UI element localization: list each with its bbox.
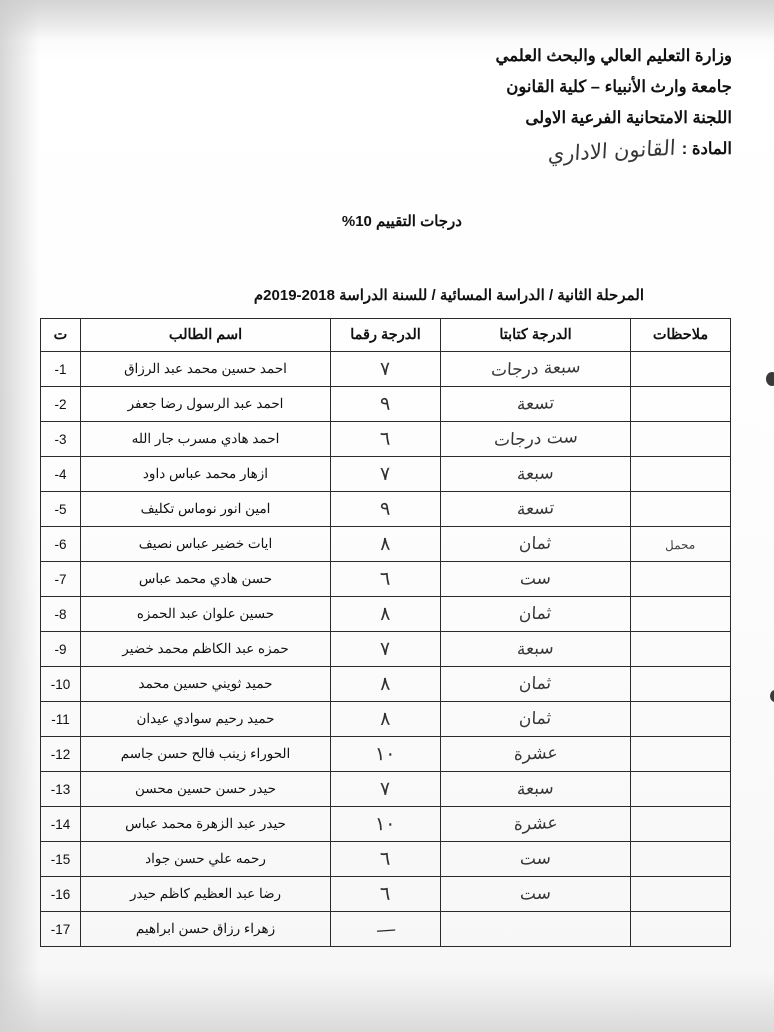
cell-student-name: حميد ثويني حسين محمد — [81, 667, 331, 702]
handwritten-grade-number: ٨ — [380, 707, 391, 731]
cell-student-name: حيدر حسن حسين محسن — [81, 772, 331, 807]
handwritten-grade-words: ست — [519, 568, 552, 590]
handwritten-grade-words: تسعة — [516, 393, 555, 415]
cell-grade-number — [331, 352, 441, 387]
handwritten-grade-number: ٧ — [380, 777, 391, 801]
cell-row-index: 17- — [41, 912, 81, 947]
cell-notes — [631, 737, 731, 772]
cell-notes — [631, 877, 731, 912]
cell-grade-words — [441, 737, 631, 772]
column-header-grade-words: الدرجة كتابتا — [441, 319, 631, 352]
subject-row — [402, 135, 732, 167]
cell-notes — [631, 597, 731, 632]
cell-student-name: حمزه عبد الكاظم محمد خضير — [81, 632, 331, 667]
cell-notes — [631, 457, 731, 492]
handwritten-note: محمل — [665, 536, 696, 553]
cell-notes — [631, 632, 731, 667]
cell-grade-number — [331, 877, 441, 912]
cell-grade-words — [441, 877, 631, 912]
table-row — [41, 527, 731, 562]
cell-notes — [631, 667, 731, 702]
handwritten-grade-number: ١٠ — [374, 812, 397, 836]
cell-student-name: حسن هادي محمد عباس — [81, 562, 331, 597]
header-line-committee: اللجنة الامتحانية الفرعية الاولى — [525, 109, 732, 127]
table-row — [41, 457, 731, 492]
cell-grade-words — [441, 702, 631, 737]
subject-handwritten-value: القانون الاداري — [547, 135, 677, 167]
cell-grade-words — [441, 912, 631, 947]
table-row — [41, 912, 731, 947]
column-header-grade-num: الدرجة رقما — [331, 319, 441, 352]
cell-row-index: 16- — [41, 877, 81, 912]
cell-row-index: 9- — [41, 632, 81, 667]
cell-student-name: احمد عبد الرسول رضا جعفر — [81, 387, 331, 422]
handwritten-grade-number: ٨ — [380, 532, 391, 556]
cell-notes — [631, 352, 731, 387]
cell-grade-number — [331, 387, 441, 422]
cell-row-index: 12- — [41, 737, 81, 772]
handwritten-grade-words: ست — [519, 848, 552, 870]
cell-grade-words — [441, 457, 631, 492]
header-line-ministry: وزارة التعليم العالي والبحث العلمي — [495, 47, 732, 65]
cell-grade-words — [441, 807, 631, 842]
cell-grade-words — [441, 562, 631, 597]
cell-student-name: ازهار محمد عباس داود — [81, 457, 331, 492]
cell-student-name: احمد حسين محمد عبد الرزاق — [81, 352, 331, 387]
handwritten-grade-words: ثمان — [518, 708, 553, 730]
table-row — [41, 842, 731, 877]
handwritten-grade-number: ٧ — [380, 462, 391, 486]
cell-grade-number — [331, 772, 441, 807]
scan-edge-artifact — [766, 372, 774, 386]
column-header-index: ت — [41, 319, 81, 352]
handwritten-grade-words: ثمان — [518, 673, 553, 695]
cell-grade-number — [331, 807, 441, 842]
cell-student-name: حسين علوان عبد الحمزه — [81, 597, 331, 632]
header-line-university: جامعة وارث الأنبياء – كلية القانون — [506, 78, 732, 96]
table-header-row — [41, 319, 731, 352]
table-row — [41, 492, 731, 527]
cell-student-name: الحوراء زينب فالح حسن جاسم — [81, 737, 331, 772]
cell-row-index: 4- — [41, 457, 81, 492]
cell-row-index: 6- — [41, 527, 81, 562]
cell-grade-number — [331, 422, 441, 457]
handwritten-grade-number: ١٠ — [374, 742, 397, 766]
table-row — [41, 632, 731, 667]
handwritten-grade-words: سبعة — [516, 778, 555, 800]
cell-grade-words — [441, 597, 631, 632]
cell-grade-number — [331, 912, 441, 947]
cell-row-index: 11- — [41, 702, 81, 737]
cell-grade-words — [441, 842, 631, 877]
cell-grade-number — [331, 457, 441, 492]
page-shadow-top — [0, 0, 774, 40]
column-header-student: اسم الطالب — [81, 319, 331, 352]
cell-grade-words — [441, 667, 631, 702]
cell-grade-words — [441, 422, 631, 457]
handwritten-grade-number: ٧ — [380, 357, 391, 381]
handwritten-grade-words: سبعة — [516, 638, 555, 660]
cell-grade-number — [331, 737, 441, 772]
evaluation-percentage-line: درجات التقييم 10% — [341, 213, 462, 230]
cell-student-name: زهراء رزاق حسن ابراهيم — [81, 912, 331, 947]
cell-student-name: رضا عبد العظيم كاظم حيدر — [81, 877, 331, 912]
cell-grade-number — [331, 632, 441, 667]
column-header-notes: ملاحظات — [631, 319, 731, 352]
cell-grade-number — [331, 562, 441, 597]
cell-grade-number — [331, 842, 441, 877]
cell-student-name: امين انور نوماس تكليف — [81, 492, 331, 527]
handwritten-grade-number: ٨ — [380, 602, 391, 626]
cell-row-index: 7- — [41, 562, 81, 597]
cell-grade-words — [441, 527, 631, 562]
cell-student-name: احمد هادي مسرب جار الله — [81, 422, 331, 457]
cell-row-index: 3- — [41, 422, 81, 457]
handwritten-grade-number: — — [374, 916, 397, 942]
cell-notes — [631, 422, 731, 457]
cell-notes — [631, 702, 731, 737]
cell-row-index: 14- — [41, 807, 81, 842]
cell-grade-number — [331, 492, 441, 527]
handwritten-grade-words: ثمان — [518, 533, 553, 555]
subject-label: المادة : — [681, 140, 732, 158]
handwritten-grade-words: عشرة — [513, 743, 558, 765]
cell-student-name: حيدر عبد الزهرة محمد عباس — [81, 807, 331, 842]
cell-grade-number — [331, 527, 441, 562]
cell-grade-number — [331, 667, 441, 702]
table-row — [41, 422, 731, 457]
handwritten-grade-number: ٦ — [380, 847, 391, 871]
cell-grade-words — [441, 387, 631, 422]
cell-row-index: 10- — [41, 667, 81, 702]
table-row — [41, 352, 731, 387]
cell-row-index: 1- — [41, 352, 81, 387]
table-row — [41, 667, 731, 702]
stage-and-year-line: المرحلة الثانية / الدراسة المسائية / للسنة الدراسة 2018-2019م — [253, 287, 644, 304]
cell-grade-words — [441, 632, 631, 667]
page-shadow-left — [0, 0, 40, 1032]
handwritten-grade-words: سبعة درجات — [490, 357, 581, 381]
cell-notes — [631, 772, 731, 807]
table-row — [41, 807, 731, 842]
handwritten-grade-number: ٧ — [380, 637, 391, 661]
cell-notes — [631, 562, 731, 597]
handwritten-grade-words: سبعة — [516, 463, 555, 485]
cell-row-index: 13- — [41, 772, 81, 807]
cell-grade-number — [331, 702, 441, 737]
cell-row-index: 15- — [41, 842, 81, 877]
grades-table — [40, 318, 731, 947]
handwritten-grade-number: ٦ — [380, 427, 391, 451]
cell-notes — [631, 527, 731, 562]
handwritten-grade-number: ٦ — [380, 882, 391, 906]
handwritten-grade-words: ست درجات — [493, 427, 578, 451]
cell-grade-words — [441, 492, 631, 527]
table-row — [41, 772, 731, 807]
cell-notes — [631, 807, 731, 842]
handwritten-grade-number: ٩ — [380, 392, 391, 416]
table-row — [41, 387, 731, 422]
cell-grade-number — [331, 597, 441, 632]
cell-notes — [631, 492, 731, 527]
handwritten-grade-words: ست — [519, 883, 552, 905]
cell-student-name: رحمه علي حسن جواد — [81, 842, 331, 877]
cell-student-name: ايات خضير عباس نصيف — [81, 527, 331, 562]
page-shadow-bottom — [0, 972, 774, 1032]
handwritten-grade-words: تسعة — [516, 498, 555, 520]
scan-edge-artifact — [770, 690, 774, 702]
cell-row-index: 8- — [41, 597, 81, 632]
table-row — [41, 737, 731, 772]
handwritten-grade-number: ٦ — [380, 567, 391, 591]
cell-row-index: 2- — [41, 387, 81, 422]
table-row — [41, 702, 731, 737]
table-row — [41, 562, 731, 597]
cell-notes — [631, 842, 731, 877]
table-row — [41, 597, 731, 632]
handwritten-grade-number: ٨ — [380, 672, 391, 696]
table-row — [41, 877, 731, 912]
cell-notes — [631, 387, 731, 422]
cell-grade-words — [441, 772, 631, 807]
handwritten-grade-words: ثمان — [518, 603, 553, 625]
document-header — [402, 46, 732, 167]
handwritten-grade-words: عشرة — [513, 813, 558, 835]
cell-row-index: 5- — [41, 492, 81, 527]
cell-student-name: حميد رحيم سوادي عيدان — [81, 702, 331, 737]
handwritten-grade-number: ٩ — [380, 497, 391, 521]
cell-notes — [631, 912, 731, 947]
cell-grade-words — [441, 352, 631, 387]
